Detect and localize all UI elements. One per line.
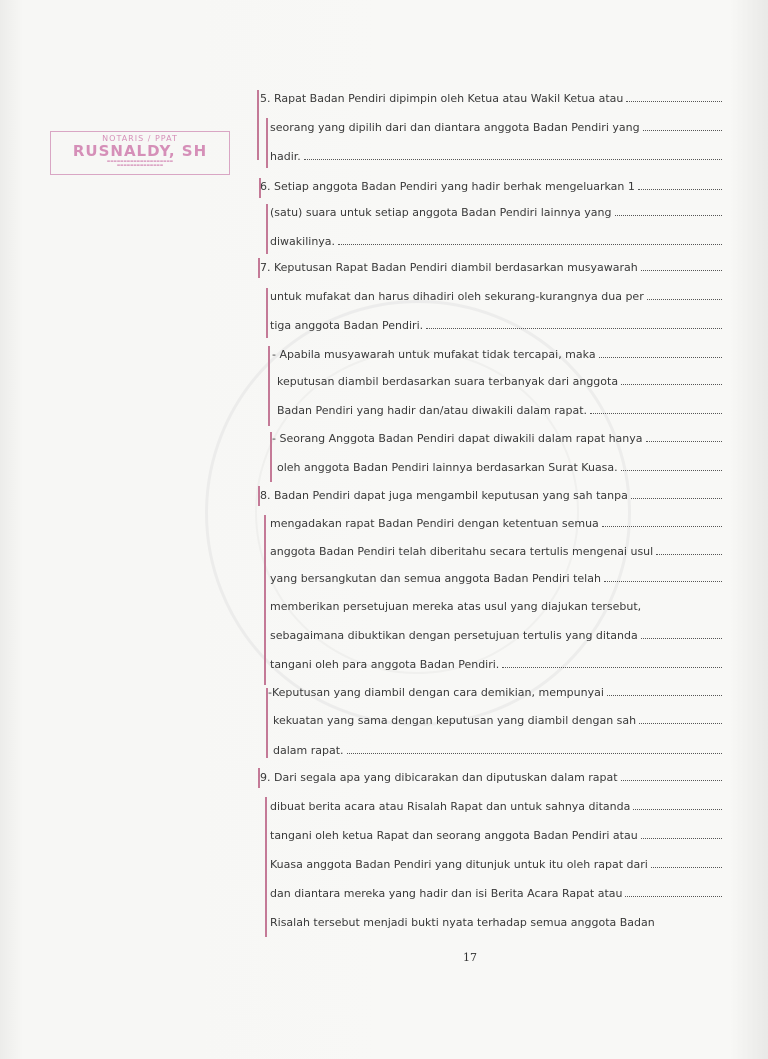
dash-filler bbox=[631, 489, 722, 499]
line-text: dalam rapat. bbox=[273, 744, 344, 757]
dash-filler bbox=[338, 235, 722, 245]
dash-filler bbox=[615, 206, 723, 216]
document-line bbox=[270, 150, 722, 166]
document-line bbox=[270, 290, 722, 306]
line-text: dan diantara mereka yang hadir dan isi Berita Acara Rapat atau bbox=[270, 887, 623, 900]
stamp-name: RUSNALDY, SH bbox=[72, 142, 208, 160]
document-line bbox=[277, 404, 722, 420]
document-line bbox=[270, 572, 722, 588]
line-text: oleh anggota Badan Pendiri lainnya berdasarkan Surat Kuasa. bbox=[277, 461, 618, 474]
line-text: yang bersangkutan dan semua anggota Badan Pendiri telah bbox=[270, 572, 601, 585]
stamp-title: NOTARIS / PPAT bbox=[102, 134, 178, 143]
document-line bbox=[273, 714, 722, 730]
line-text: diwakilinya. bbox=[270, 235, 336, 248]
line-text: memberikan persetujuan mereka atas usul yang diajukan tersebut, bbox=[270, 600, 642, 613]
margin-mark bbox=[258, 486, 260, 506]
dash-filler bbox=[304, 150, 722, 160]
document-line bbox=[270, 800, 722, 816]
dash-filler bbox=[641, 829, 722, 839]
margin-mark bbox=[257, 90, 259, 160]
line-text: hadir. bbox=[270, 150, 301, 163]
line-text: 5. Rapat Badan Pendiri dipimpin oleh Ketua atau Wakil Ketua atau bbox=[260, 92, 624, 105]
margin-mark bbox=[266, 118, 268, 168]
dash-filler bbox=[621, 461, 722, 471]
margin-mark bbox=[266, 688, 268, 758]
stamp-address-lines: ▬▬▬▬▬▬▬▬▬▬▬▬▬▬▬▬▬▬▬▬ ▬▬▬▬▬▬▬▬▬▬▬▬▬▬ bbox=[106, 159, 174, 167]
document-line bbox=[270, 916, 722, 932]
document-line bbox=[270, 319, 722, 335]
dash-filler bbox=[347, 744, 722, 754]
document-line bbox=[260, 771, 722, 787]
line-text: 8. Badan Pendiri dapat juga mengambil keputusan yang sah tanpa bbox=[260, 489, 628, 502]
dash-filler bbox=[641, 629, 722, 639]
dash-filler bbox=[646, 432, 722, 442]
line-text: kekuatan yang sama dengan keputusan yang diambil dengan sah bbox=[273, 714, 637, 727]
margin-mark bbox=[270, 432, 272, 482]
line-text: sebagaimana dibuktikan dengan persetujuan tertulis yang ditanda bbox=[270, 629, 638, 642]
margin-mark bbox=[266, 204, 268, 254]
dash-filler bbox=[502, 658, 722, 668]
dash-filler bbox=[590, 404, 722, 414]
line-text: - Seorang Anggota Badan Pendiri dapat diwakili dalam rapat hanya bbox=[272, 432, 643, 445]
document-line bbox=[272, 348, 722, 364]
document-line bbox=[268, 686, 722, 702]
document-line bbox=[260, 92, 722, 108]
document-line bbox=[270, 600, 722, 616]
dash-filler bbox=[638, 180, 722, 190]
line-text: keputusan diambil berdasarkan suara terbanyak dari anggota bbox=[277, 375, 619, 388]
line-text: tangani oleh ketua Rapat dan seorang anggota Badan Pendiri atau bbox=[270, 829, 638, 842]
document-line bbox=[270, 887, 722, 903]
line-text: untuk mufakat dan harus dihadiri oleh sekurang-kurangnya dua per bbox=[270, 290, 644, 303]
document-line bbox=[270, 658, 722, 674]
page-number: 17 bbox=[463, 951, 477, 964]
document-line bbox=[270, 858, 722, 874]
dash-filler bbox=[626, 92, 722, 102]
document-line bbox=[260, 261, 722, 277]
document-line bbox=[270, 629, 722, 645]
document-line bbox=[270, 206, 722, 222]
line-text: -Keputusan yang diambil dengan cara demikian, mempunyai bbox=[268, 686, 604, 699]
dash-filler bbox=[656, 545, 722, 555]
document-line bbox=[260, 489, 722, 505]
dash-filler bbox=[602, 517, 722, 527]
margin-mark bbox=[268, 346, 270, 426]
dash-filler bbox=[426, 319, 722, 329]
document-line bbox=[277, 461, 722, 477]
line-text: 6. Setiap anggota Badan Pendiri yang hadir berhak mengeluarkan 1 bbox=[260, 180, 635, 193]
dash-filler bbox=[625, 887, 722, 897]
dash-filler bbox=[651, 858, 722, 868]
dash-filler bbox=[621, 375, 722, 385]
document-line bbox=[273, 744, 722, 760]
document-line bbox=[270, 829, 722, 845]
margin-mark bbox=[259, 178, 261, 198]
line-text: mengadakan rapat Badan Pendiri dengan ketentuan semua bbox=[270, 517, 599, 530]
document-line bbox=[270, 121, 722, 137]
dash-filler bbox=[633, 800, 722, 810]
dash-filler bbox=[641, 261, 722, 271]
margin-mark bbox=[258, 258, 260, 278]
line-text: dibuat berita acara atau Risalah Rapat dan untuk sahnya ditanda bbox=[270, 800, 631, 813]
line-text: 7. Keputusan Rapat Badan Pendiri diambil berdasarkan musyawarah bbox=[260, 261, 638, 274]
line-text: seorang yang dipilih dari dan diantara anggota Badan Pendiri yang bbox=[270, 121, 640, 134]
line-text: Risalah tersebut menjadi bukti nyata terhadap semua anggota Badan bbox=[270, 916, 655, 929]
document-line bbox=[270, 235, 722, 251]
dash-filler bbox=[621, 771, 722, 781]
document-line bbox=[270, 545, 722, 561]
dash-filler bbox=[604, 572, 722, 582]
margin-mark bbox=[265, 797, 267, 937]
dash-filler bbox=[647, 290, 722, 300]
line-text: Badan Pendiri yang hadir dan/atau diwakili dalam rapat. bbox=[277, 404, 588, 417]
document-line bbox=[272, 432, 722, 448]
document-line bbox=[260, 180, 722, 196]
margin-mark bbox=[266, 288, 268, 338]
dash-filler bbox=[643, 121, 722, 131]
margin-mark bbox=[258, 768, 260, 788]
line-text: anggota Badan Pendiri telah diberitahu secara tertulis mengenai usul bbox=[270, 545, 654, 558]
line-text: 9. Dari segala apa yang dibicarakan dan diputuskan dalam rapat bbox=[260, 771, 618, 784]
line-text: tangani oleh para anggota Badan Pendiri. bbox=[270, 658, 500, 671]
line-text: - Apabila musyawarah untuk mufakat tidak tercapai, maka bbox=[272, 348, 596, 361]
dash-filler bbox=[639, 714, 722, 724]
document-line bbox=[270, 517, 722, 533]
line-text: Kuasa anggota Badan Pendiri yang ditunjuk untuk itu oleh rapat dari bbox=[270, 858, 648, 871]
notary-seal-watermark-inner bbox=[255, 350, 579, 674]
margin-mark bbox=[264, 515, 266, 685]
line-text: tiga anggota Badan Pendiri. bbox=[270, 319, 424, 332]
dash-filler bbox=[607, 686, 722, 696]
notary-stamp bbox=[50, 131, 230, 175]
document-line bbox=[277, 375, 722, 391]
dash-filler bbox=[599, 348, 722, 358]
line-text: (satu) suara untuk setiap anggota Badan Pendiri lainnya yang bbox=[270, 206, 612, 219]
